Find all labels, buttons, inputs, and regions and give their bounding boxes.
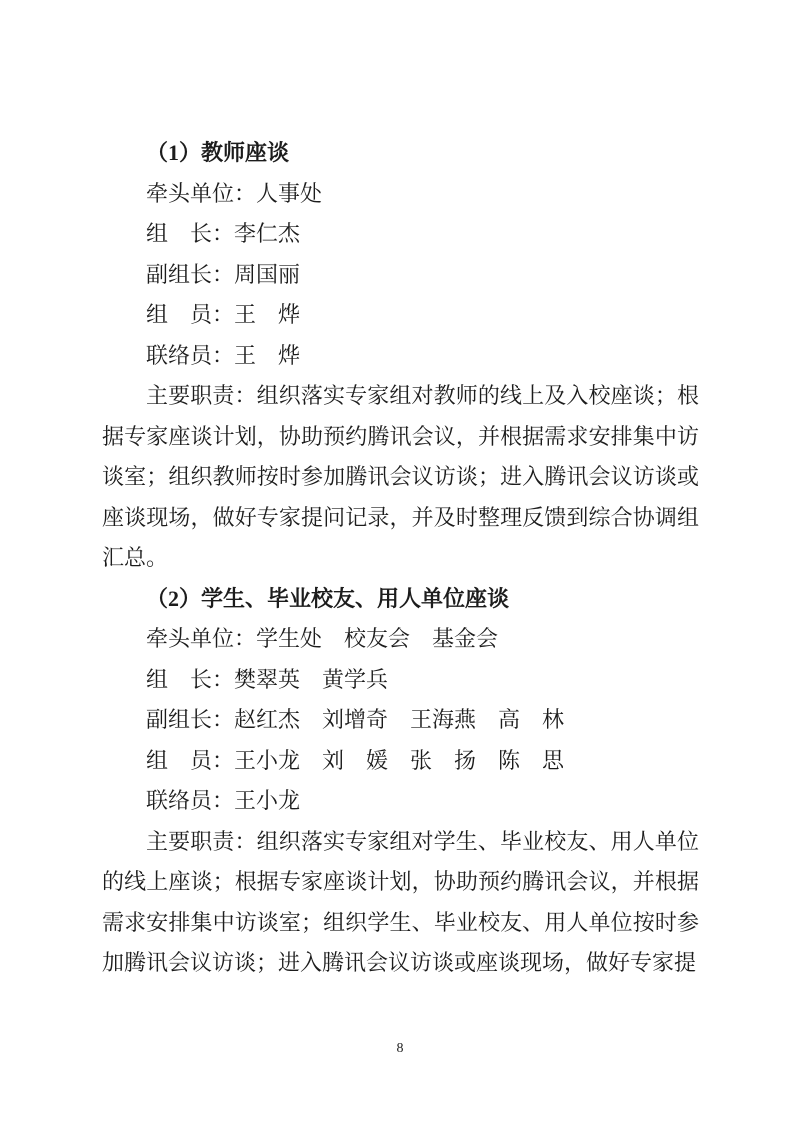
section-2-duties-paragraph: 主要职责：组织落实专家组对学生、毕业校友、用人单位的线上座谈；根据专家座谈计划，协助预约腾讯会议，并根据需求安排集中访谈室；组织学生、毕业校友、用人单位按时参加腾讯会议访谈；进入腾讯会议访谈或座谈现场，做好专家提 (102, 828, 699, 975)
section-1-duties-paragraph: 主要职责：组织落实专家组对教师的线上及入校座谈；根据专家座谈计划，协助预约腾讯会议，并根据需求安排集中访谈室；组织教师按时参加腾讯会议访谈；进入腾讯会议访谈或座谈现场，做好专家提问记录，并及时整理反馈到综合协调组汇总。 (102, 383, 699, 570)
section-2-role-liaison: 联络员：王小龙 (146, 788, 301, 813)
page-number: 8 (396, 1041, 404, 1056)
section-2-role-deputy-leader: 副组长：赵红杰 刘增奇 王海燕 高 林 (146, 707, 565, 732)
section-1-role-liaison: 联络员：王 烨 (146, 342, 301, 368)
section-2-role-leader: 组 长：樊翠英 黄学兵 (146, 666, 389, 692)
section-1-role-leader: 组 长：李仁杰 (146, 221, 301, 246)
section-2-heading: （2）学生、毕业校友、用人单位座谈 (146, 585, 510, 611)
section-1-heading: （1）教师座谈 (146, 140, 290, 165)
section-2-role-members: 组 员：王小龙 刘 媛 张 扬 陈 思 (146, 747, 565, 773)
section-2-role-lead-unit: 牵头单位：学生处 校友会 基金会 (146, 626, 499, 651)
section-1-role-lead-unit: 牵头单位：人事处 (146, 180, 323, 206)
section-1-role-deputy-leader: 副组长：周国丽 (146, 261, 301, 287)
document-body (102, 133, 699, 984)
section-1-role-members: 组 员：王 烨 (146, 302, 301, 327)
